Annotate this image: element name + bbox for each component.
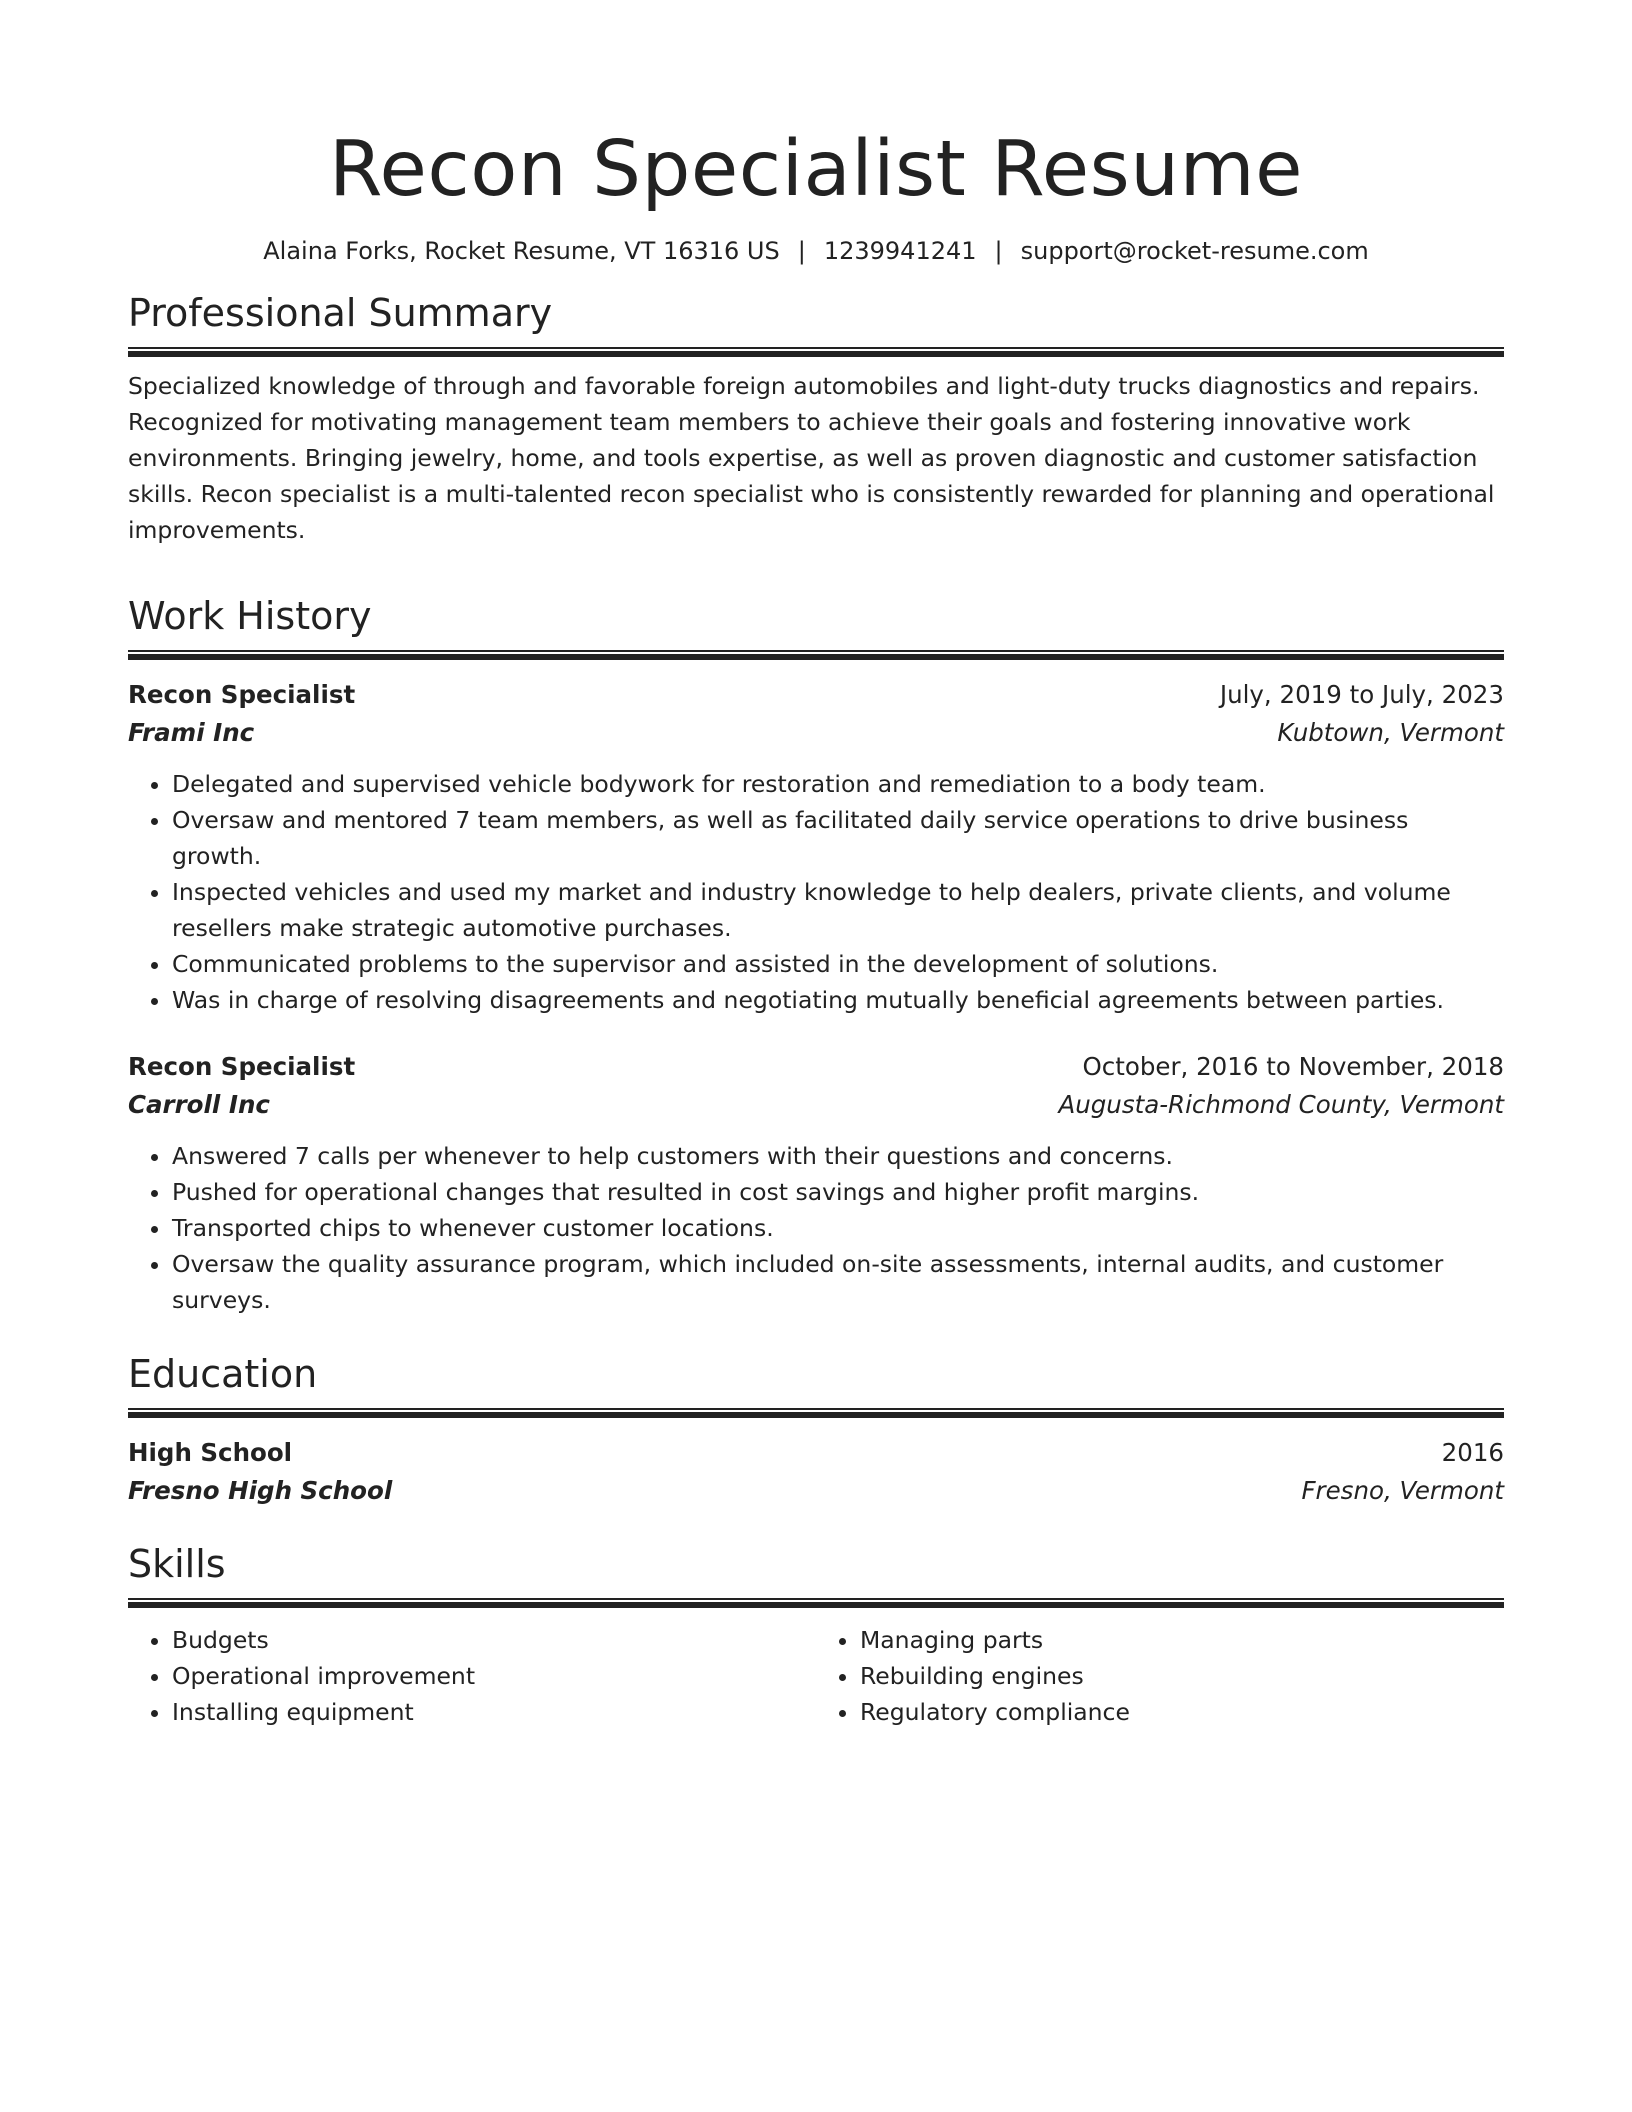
job-dates: October, 2016 to November, 2018 [1082, 1052, 1504, 1081]
education-header-row [128, 1434, 1504, 1472]
section-summary [128, 289, 1504, 548]
skill-item: • Installing equipment [172, 1694, 816, 1730]
job-dates: July, 2019 to July, 2023 [1219, 680, 1504, 709]
skill-item: • Budgets [172, 1622, 816, 1658]
job-location: Kubtown, Vermont [1277, 718, 1504, 747]
section-divider [128, 347, 1504, 357]
job-bullet-list [128, 1138, 1504, 1318]
list-item: • Oversaw and mentored 7 team members, as well as facilitated daily service operations to drive business growth. [172, 802, 1504, 874]
skill-item: • Regulatory compliance [860, 1694, 1504, 1730]
list-item: • Inspected vehicles and used my market and industry knowledge to help dealers, private clients, and volume resellers make strategic automotive purchases. [172, 874, 1504, 946]
job-company-row [128, 714, 1504, 752]
list-item: • Pushed for operational changes that resulted in cost savings and higher profit margins. [172, 1174, 1504, 1210]
job-bullet-list [128, 766, 1504, 1018]
skill-item: • Rebuilding engines [860, 1658, 1504, 1694]
skills-grid [128, 1622, 1504, 1730]
job-entry [128, 676, 1504, 1018]
education-school-row [128, 1472, 1504, 1510]
contact-address: Alaina Forks, Rocket Resume, VT 16316 US [263, 237, 780, 265]
education-school: Fresno High School [128, 1476, 393, 1505]
skills-column-left [128, 1622, 816, 1730]
education-location: Fresno, Vermont [1301, 1476, 1504, 1505]
job-header-row [128, 1048, 1504, 1086]
skills-column-right [816, 1622, 1504, 1730]
contact-phone: 1239941241 [823, 237, 977, 265]
contact-line [128, 235, 1504, 267]
job-header-row [128, 676, 1504, 714]
section-work-history [128, 592, 1504, 1318]
education-entry [128, 1434, 1504, 1510]
job-title: Recon Specialist [128, 1052, 356, 1081]
contact-separator: | [994, 237, 1003, 265]
resume-title: Recon Specialist Resume [329, 125, 1303, 214]
job-title: Recon Specialist [128, 680, 356, 709]
section-education [128, 1350, 1504, 1510]
section-heading-summary: Professional Summary [128, 291, 553, 335]
list-item: • Communicated problems to the supervisor and assisted in the development of solutions. [172, 946, 1504, 982]
section-divider [128, 1598, 1504, 1608]
job-company: Carroll Inc [128, 1090, 270, 1119]
list-item: • Transported chips to whenever customer locations. [172, 1210, 1504, 1246]
job-company-row [128, 1086, 1504, 1124]
skill-item: • Operational improvement [172, 1658, 816, 1694]
summary-text: Specialized knowledge of through and favorable foreign automobiles and light-duty trucks diagnostics and repairs. Recognized for motivating management team members to achieve their goals and fostering innovative work environments. Bringing jewelry, home, and tools expertise, as well as proven diagnostic and customer satisfaction skills. Recon specialist is a multi-talented recon specialist who is consistently rewarded for planning and operational improvements. [128, 372, 1495, 544]
contact-separator: | [797, 237, 806, 265]
section-heading-work: Work History [128, 594, 372, 638]
section-heading-skills: Skills [128, 1542, 226, 1586]
section-divider [128, 650, 1504, 660]
education-degree: High School [128, 1438, 293, 1467]
contact-email: support@rocket-resume.com [1020, 237, 1369, 265]
list-item: • Oversaw the quality assurance program, which included on-site assessments, internal audits, and customer surveys. [172, 1246, 1504, 1318]
list-item: • Delegated and supervised vehicle bodywork for restoration and remediation to a body team. [172, 766, 1504, 802]
education-year: 2016 [1441, 1438, 1504, 1467]
job-location: Augusta-Richmond County, Vermont [1058, 1090, 1504, 1119]
section-skills [128, 1540, 1504, 1730]
section-divider [128, 1408, 1504, 1418]
skill-item: • Managing parts [860, 1622, 1504, 1658]
section-heading-education: Education [128, 1352, 318, 1396]
list-item: • Answered 7 calls per whenever to help customers with their questions and concerns. [172, 1138, 1504, 1174]
job-entry [128, 1048, 1504, 1318]
job-company: Frami Inc [128, 718, 255, 747]
list-item: • Was in charge of resolving disagreements and negotiating mutually beneficial agreements between parties. [172, 982, 1504, 1018]
